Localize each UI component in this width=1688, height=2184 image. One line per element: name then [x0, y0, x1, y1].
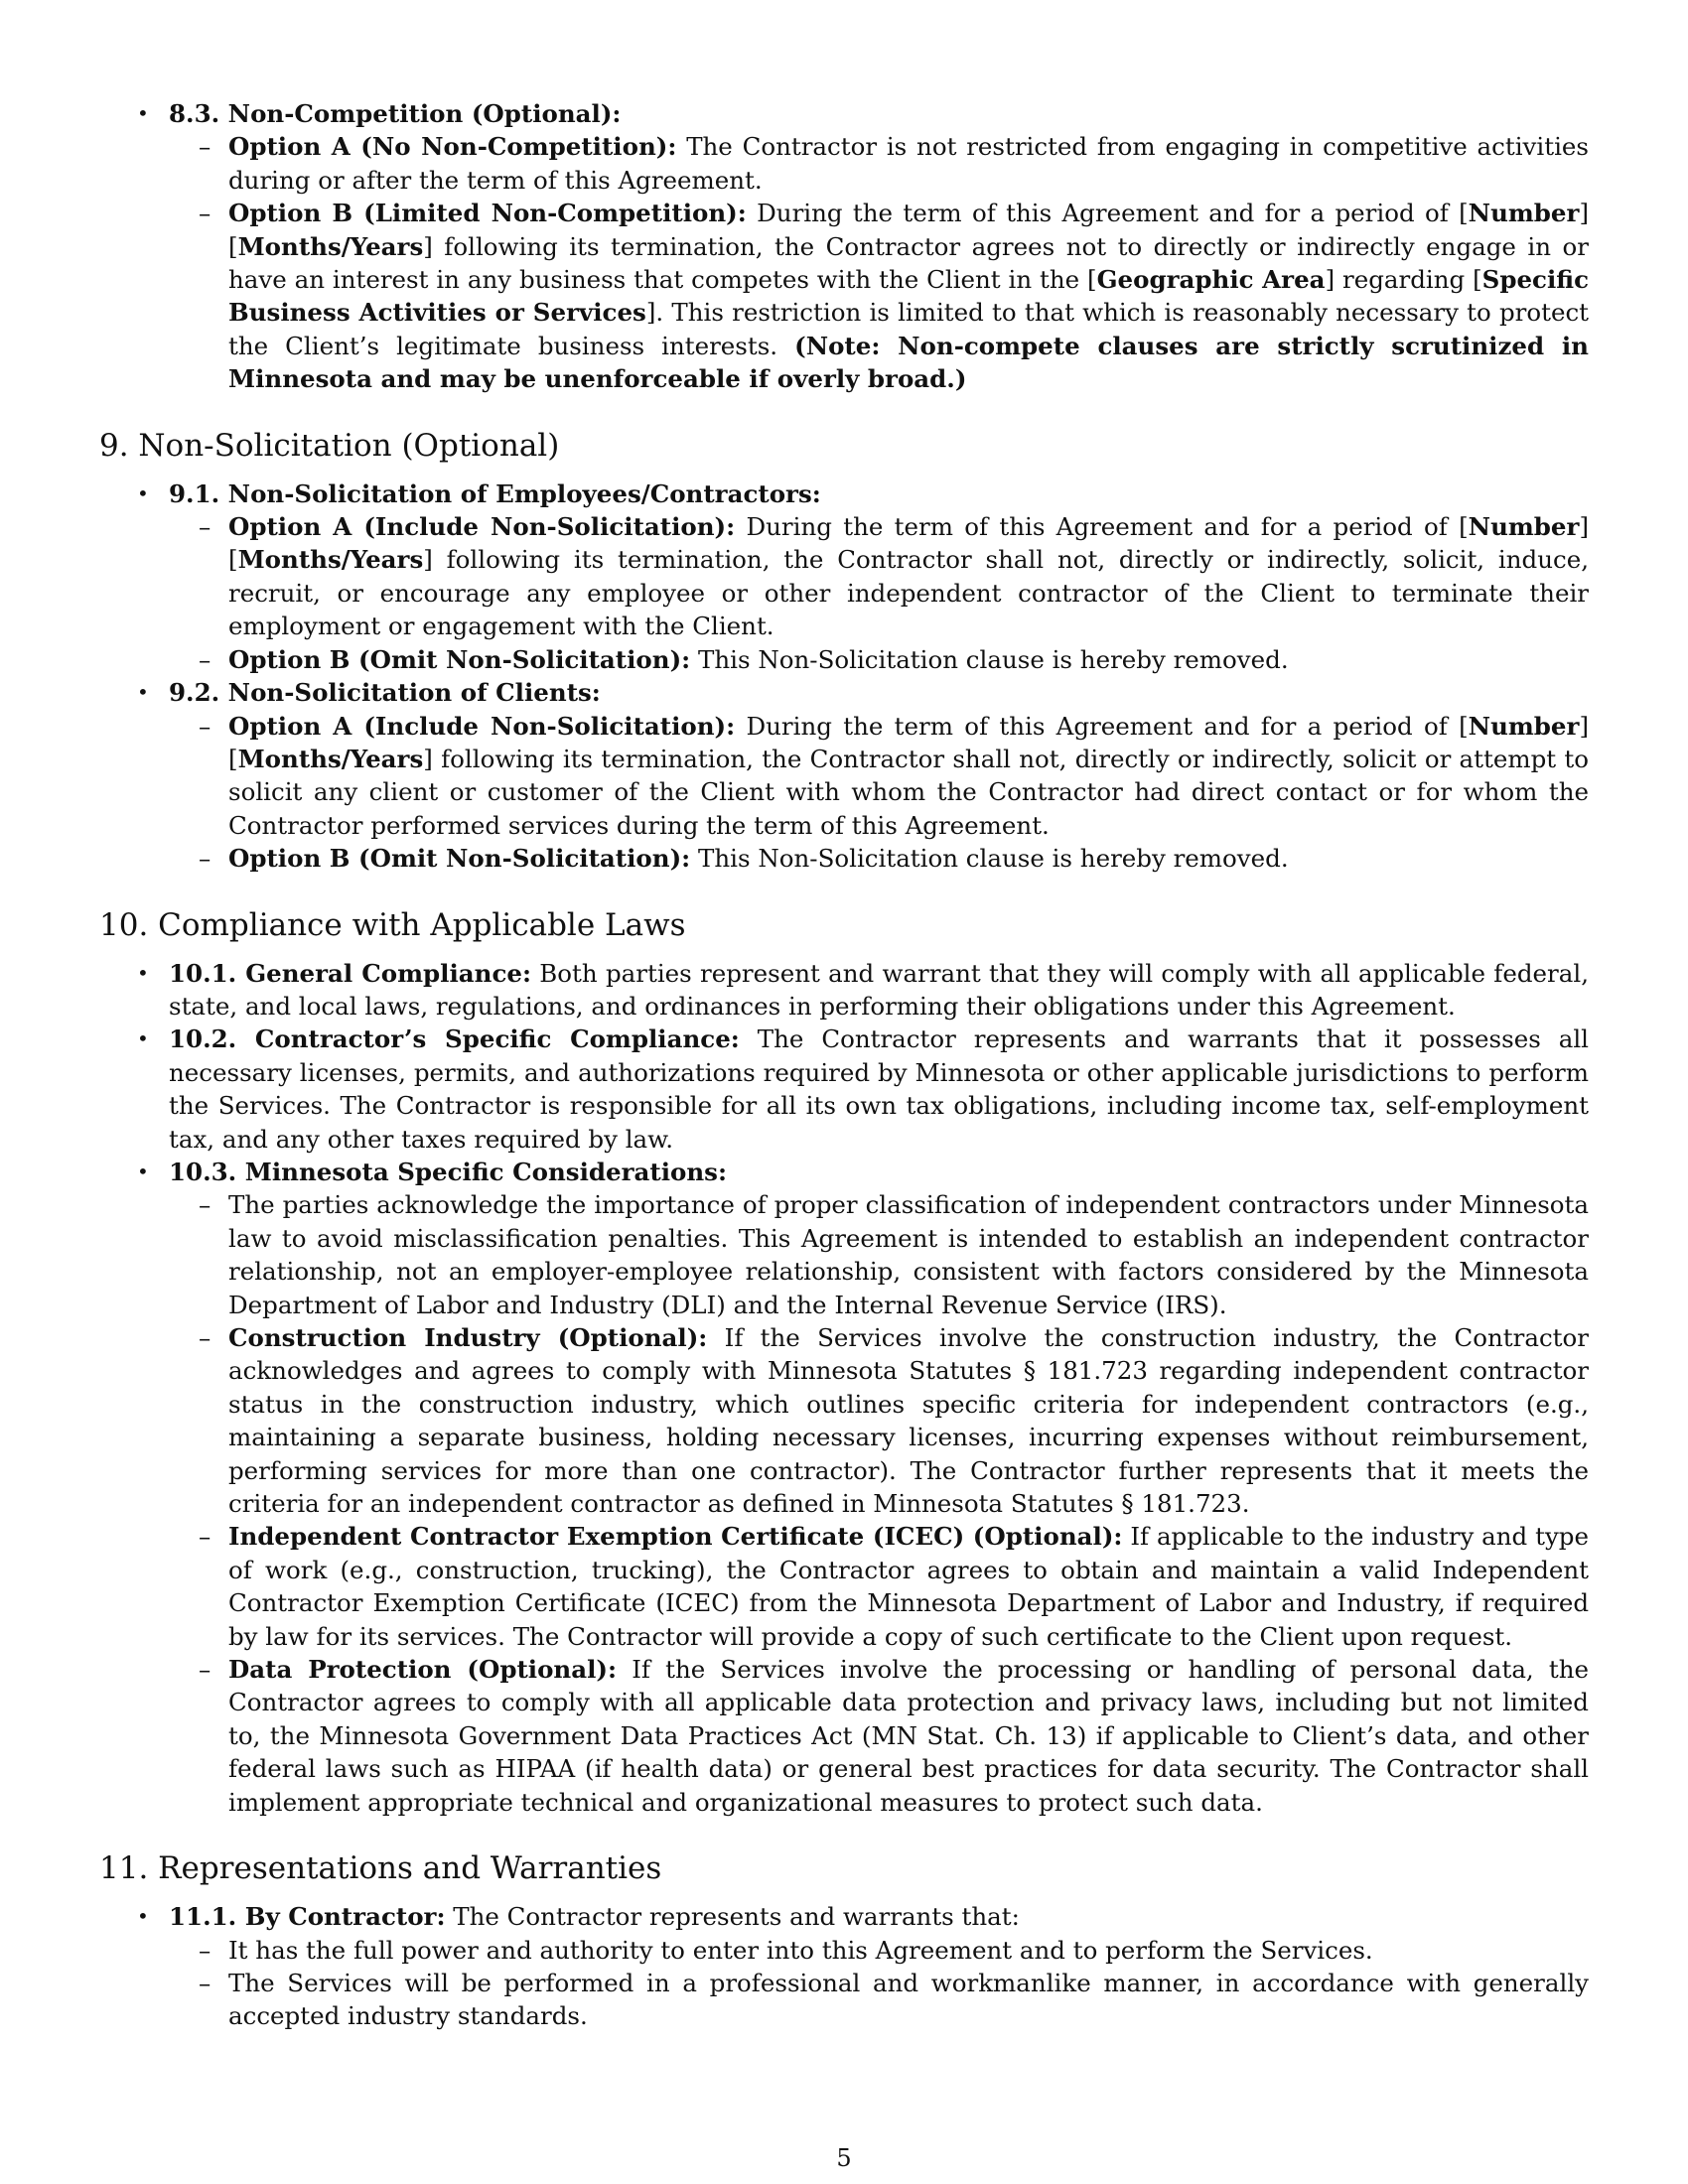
section-9-2-title: 9.2. Non-Solicitation of Clients:	[169, 678, 601, 708]
placeholder-months: Months/Years	[237, 744, 424, 773]
bullet-marker: •	[137, 1159, 149, 1183]
dash-marker: –	[199, 844, 211, 874]
option-label: Option A (No Non-Competition):	[228, 132, 677, 162]
dash-11-1-workmanlike	[99, 1967, 1589, 2033]
placeholder-number: Number	[1468, 512, 1580, 542]
dash-text: The parties acknowledge the importance of proper classification of independent contractors under Minnesota law to avoid misclassification penalties. This Agreement is intended to establish an independent contractor relationship, not an employer-employee relationship, consistent with factors considered by the Minnesota Department of Labor and Industry (DLI) and the Internal Revenue Service (IRS).	[228, 1190, 1589, 1319]
option-label: Option B (Omit Non-Solicitation):	[228, 844, 691, 874]
section-10-heading: 10. Compliance with Applicable Laws	[99, 906, 686, 943]
bullet-marker: •	[137, 960, 149, 985]
bullet-marker: •	[137, 1026, 149, 1051]
dash-marker: –	[199, 1655, 211, 1685]
option-text: During the term of this Agreement and for a period of [	[735, 711, 1469, 741]
bullet-11-1	[99, 1900, 1589, 1933]
dash-label: Independent Contractor Exemption Certificate (ICEC) (Optional):	[228, 1522, 1123, 1552]
dash-10-3-icec	[99, 1520, 1589, 1653]
bullet-label: 10.1. General Compliance:	[169, 958, 532, 988]
dash-text: If applicable to the industry and type of work (e.g., construction, trucking), the Contractor agrees to obtain and maintain a valid Independent Contractor Exemption Certificate (ICEC) from the Minnesota Department of Labor and Industry, if required by law for its services. The Contractor will provide a copy of such certificate to the Client upon request.	[228, 1522, 1589, 1651]
option-text: This Non-Solicitation clause is hereby removed.	[690, 844, 1289, 874]
dash-marker: –	[199, 1323, 211, 1352]
dash-marker: –	[199, 644, 211, 674]
dash-9-1-option-b	[99, 643, 1589, 676]
bullet-text: The Contractor represents and warrants that:	[445, 1902, 1020, 1932]
option-text: ]. This restriction is limited to that which is reasonably necessary to protect the Client’s legitimate business interests.	[228, 298, 1590, 360]
bullet-10-2	[99, 1023, 1589, 1156]
bullet-text: Both parties represent and warrant that they will comply with all applicable federal, state, and local laws, regulations, and ordinances in performing their obligations under this Agreement.	[169, 958, 1589, 1021]
bullet-label: 11.1. By Contractor:	[169, 1902, 446, 1932]
bullet-10-1	[99, 957, 1589, 1024]
placeholder-number: Number	[1468, 711, 1580, 741]
dash-9-1-option-a	[99, 510, 1589, 643]
dash-text: It has the full power and authority to enter into this Agreement and to perform the Services.	[228, 1935, 1373, 1965]
option-text: During the term of this Agreement and for a period of [	[735, 512, 1469, 542]
placeholder-months: Months/Years	[237, 545, 424, 575]
dash-marker: –	[199, 199, 211, 228]
dash-9-2-option-b	[99, 842, 1589, 875]
bullet-9-1	[99, 478, 1589, 510]
option-text: ] following its termination, the Contractor shall not, directly or indirectly, solicit, induce, recruit, or encourage any employee or other independent contractor of the Client to terminate their employment or engagement with the Client.	[228, 545, 1589, 641]
section-9-1-title: 9.1. Non-Solicitation of Employees/Contractors:	[169, 478, 821, 508]
page-number: 5	[836, 2144, 852, 2172]
bullet-9-2	[99, 676, 1589, 709]
dash-marker: –	[199, 132, 211, 162]
dash-marker: –	[199, 1190, 211, 1220]
option-text: ] following its termination, the Contractor agrees not to directly or indirectly engage in or have an interest in any business that competes with the Client in the [	[228, 231, 1589, 295]
placeholder-activities: Specific Business Activities or Services	[228, 265, 1590, 328]
dash-8-3-option-a	[99, 130, 1589, 197]
dash-marker: –	[199, 711, 211, 741]
option-text: ] following its termination, the Contractor shall not, directly or indirectly, solicit or attempt to solicit any client or customer of the Client with whom the Contractor had direct contact or for whom the Contractor performed services during the term of this Agreement.	[228, 744, 1589, 840]
dash-marker: –	[199, 1935, 211, 1965]
dash-marker: –	[199, 1968, 211, 1997]
dash-marker: –	[199, 1522, 211, 1552]
dash-text: If the Services involve the processing or handling of personal data, the Contractor agrees to comply with all applicable data protection and privacy laws, including but not limited to, the Minnesota Government Data Practices Act (MN Stat. Ch. 13) if applicable to Client’s data, and other federal laws such as HIPAA (if health data) or general best practices for data security. The Contractor shall implement appropriate technical and organizational measures to protect such data.	[228, 1655, 1589, 1817]
placeholder-geographic-area: Geographic Area	[1096, 265, 1326, 295]
option-text: This Non-Solicitation clause is hereby removed.	[690, 644, 1289, 674]
option-label: Option B (Limited Non-Competition):	[228, 199, 747, 228]
option-label: Option A (Include Non-Solicitation):	[228, 711, 736, 741]
dash-9-2-option-a	[99, 710, 1589, 843]
bullet-marker: •	[137, 1904, 149, 1929]
option-text: ] [	[228, 199, 1589, 261]
section-10-3-title: 10.3. Minnesota Specific Considerations:	[169, 1157, 727, 1186]
bullet-marker: •	[137, 680, 149, 705]
section-9-heading: 9. Non-Solicitation (Optional)	[99, 427, 560, 464]
placeholder-months: Months/Years	[237, 231, 424, 261]
section-11-heading: 11. Representations and Warranties	[99, 1850, 662, 1887]
bullet-8-3	[99, 97, 1589, 130]
bullet-10-3	[99, 1156, 1589, 1188]
dash-marker: –	[199, 512, 211, 542]
option-text: The Contractor is not restricted from engaging in competitive activities during or after the term of this Agreement.	[228, 132, 1589, 195]
dash-text: The Services will be performed in a professional and workmanlike manner, in accordance with generally accepted industry standards.	[228, 1968, 1589, 2031]
note-text: (Note: Non-compete clauses are strictly scrutinized in Minnesota and may be unenforceable if overly broad.)	[228, 331, 1589, 394]
dash-label: Data Protection (Optional):	[228, 1655, 618, 1685]
dash-text: If the Services involve the construction industry, the Contractor acknowledges and agrees to comply with Minnesota Statutes § 181.723 regarding independent contractor status in the construction industry, which outlines specific criteria for independent contractors (e.g., maintaining a separate business, holding necessary licenses, incurring expenses without reimbursement, performing services for more than one contractor). The Contractor further represents that it meets the criteria for an independent contractor as defined in Minnesota Statutes § 181.723.	[228, 1323, 1589, 1519]
bullet-marker: •	[137, 480, 149, 505]
option-label: Option A (Include Non-Solicitation):	[228, 512, 736, 542]
dash-11-1-authority	[99, 1934, 1589, 1967]
dash-10-3-construction	[99, 1321, 1589, 1520]
section-8-3-title: 8.3. Non-Competition (Optional):	[169, 99, 622, 128]
dash-8-3-option-b	[99, 197, 1589, 395]
bullet-text: The Contractor represents and warrants that it possesses all necessary licenses, permits, and authorizations required by Minnesota or other applicable jurisdictions to perform the Services. The Contractor is responsible for all its own tax obligations, including income tax, self-employment tax, and any other taxes required by law.	[169, 1024, 1589, 1154]
option-text: During the term of this Agreement and for a period of [	[746, 199, 1469, 228]
option-text: ] [	[228, 512, 1589, 575]
option-text: ] [	[228, 711, 1589, 773]
document-page	[99, 97, 1589, 2033]
dash-label: Construction Industry (Optional):	[228, 1323, 708, 1352]
bullet-label: 10.2. Contractor’s Specific Compliance:	[169, 1024, 740, 1054]
bullet-marker: •	[137, 101, 149, 125]
option-label: Option B (Omit Non-Solicitation):	[228, 644, 691, 674]
option-text: ] regarding [	[1325, 265, 1482, 295]
dash-10-3-data-protection	[99, 1653, 1589, 1819]
placeholder-number: Number	[1468, 199, 1580, 228]
dash-10-3-classification	[99, 1188, 1589, 1321]
